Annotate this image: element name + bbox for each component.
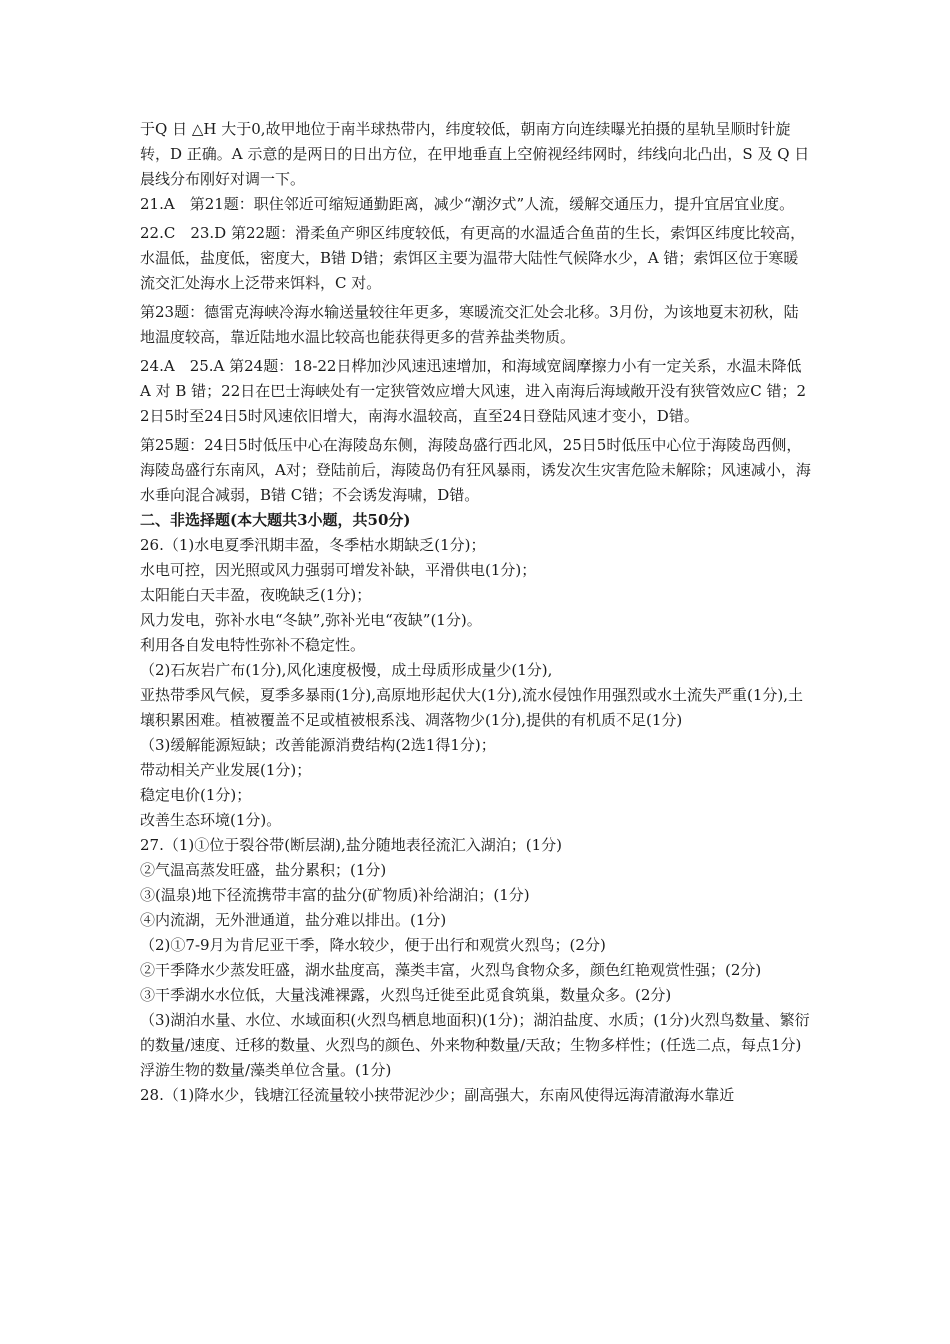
text-line: 第23题：德雷克海峡冷海水输送量较往年更多，寒暖流交汇处会北移。3月份，为该地夏末初秋，陆地温度较高，靠近陆地水温比较高也能获得更多的营养盐类物质。 bbox=[140, 303, 799, 346]
text-line: 改善生态环境(1分)。 bbox=[140, 811, 282, 829]
text-line: 第25题：24日5时低压中心在海陵岛东侧，海陵岛盛行西北风，25日5时低压中心位于海陵岛西侧，海陵岛盛行东南风，A对；登陆前后，海陵岛仍有狂风暴雨，诱发次生灾害危险未解除；风速减小，海水垂向混合减弱，B错 C错；不会诱发海啸，D错。 bbox=[140, 436, 811, 504]
section-heading: 二、非选择题(本大题共3小题，共50分) bbox=[140, 511, 411, 529]
text-line: 27.（1)①位于裂谷带(断层湖),盐分随地表径流汇入湖泊；(1分) bbox=[140, 836, 562, 854]
text-line: 浮游生物的数量/藻类单位含量。(1分) bbox=[140, 1061, 392, 1079]
text-line: 风力发电，弥补水电“冬缺”,弥补光电“夜缺”(1分)。 bbox=[140, 611, 482, 629]
text-line: （3)缓解能源短缺；改善能源消费结构(2选1得1分)； bbox=[140, 736, 496, 754]
text-line: 利用各自发电特性弥补不稳定性。 bbox=[140, 636, 366, 654]
text-line: 带动相关产业发展(1分)； bbox=[140, 761, 312, 779]
text-line: ③干季湖水水位低，大量浅滩裸露，火烈鸟迁徙至此觅食筑巢，数量众多。(2分) bbox=[140, 986, 672, 1004]
text-line: 水电可控，因光照或风力强弱可增发补缺，平滑供电(1分)； bbox=[140, 561, 537, 579]
text-line: 26.（1)水电夏季汛期丰盈，冬季枯水期缺乏(1分)； bbox=[140, 536, 486, 554]
answer-key-page bbox=[140, 117, 812, 1108]
text-line: ②气温高蒸发旺盛，盐分累积；(1分) bbox=[140, 861, 387, 879]
text-line: 22.C 23.D 第22题：滑柔鱼产卵区纬度较低，有更高的水温适合鱼苗的生长，索饵区纬度比较高，水温低，盐度低，密度大，B错 D错；索饵区主要为温带大陆性气候降水少，A 错；索饵区位于寒暖流交汇处海水上泛带来饵料，C 对。 bbox=[140, 224, 806, 292]
text-line: 28.（1)降水少，钱塘江径流量较小挟带泥沙少；副高强大，东南风使得远海清澈海水靠近 bbox=[140, 1086, 735, 1104]
text-line: （3)湖泊水量、水位、水域面积(火烈鸟栖息地面积)(1分)；湖泊盐度、水质；(1分)火烈鸟数量、繁衍的数量/速度、迁移的数量、火烈鸟的颜色、外来物种数量/天敌；生物多样性；(任选二点，每点1分) bbox=[140, 1011, 810, 1054]
text-line: 于Q 日 △H 大于0,故甲地位于南半球热带内，纬度较低，朝南方向连续曝光拍摄的星轨呈顺时针旋转，D 正确。A 示意的是两日的日出方位，在甲地垂直上空俯视经纬网时，纬线向北凸出，S 及 Q 日晨线分布刚好对调一下。 bbox=[140, 120, 810, 188]
text-line: （2)①7-9月为肯尼亚干季，降水较少，便于出行和观赏火烈鸟；(2分) bbox=[140, 936, 606, 954]
text-line: ②干季降水少蒸发旺盛，湖水盐度高，藻类丰富，火烈鸟食物众多，颜色红艳观赏性强；(2分) bbox=[140, 961, 762, 979]
text-line: 太阳能白天丰盈，夜晚缺乏(1分)； bbox=[140, 586, 372, 604]
text-line: ④内流湖，无外泄通道，盐分难以排出。(1分) bbox=[140, 911, 447, 929]
text-line: 稳定电价(1分)； bbox=[140, 786, 252, 804]
text-line: 亚热带季风气候，夏季多暴雨(1分),高原地形起伏大(1分),流水侵蚀作用强烈或水土流失严重(1分),土壤积累困难。植被覆盖不足或植被根系浅、凋落物少(1分),提供的有机质不足(1分) bbox=[140, 686, 804, 729]
text-line: 24.A 25.A 第24题：18-22日桦加沙风速迅速增加，和海域宽阔摩擦力小有一定关系，水温未降低A 对 B 错；22日在巴士海峡处有一定狭管效应增大风速，进入南海后海域敞开没有狭管效应C 错；22日5时至24日5时风速依旧增大，南海水温较高，直至24日登陆风速才变小，D错。 bbox=[140, 357, 807, 425]
text-line: （2)石灰岩广布(1分),风化速度极慢，成土母质形成量少(1分), bbox=[140, 661, 553, 679]
text-line: ③(温泉)地下径流携带丰富的盐分(矿物质)补给湖泊；(1分) bbox=[140, 886, 530, 904]
text-line: 21.A 第21题：职住邻近可缩短通勤距离，减少“潮汐式”人流，缓解交通压力，提升宜居宜业度。 bbox=[140, 195, 795, 213]
